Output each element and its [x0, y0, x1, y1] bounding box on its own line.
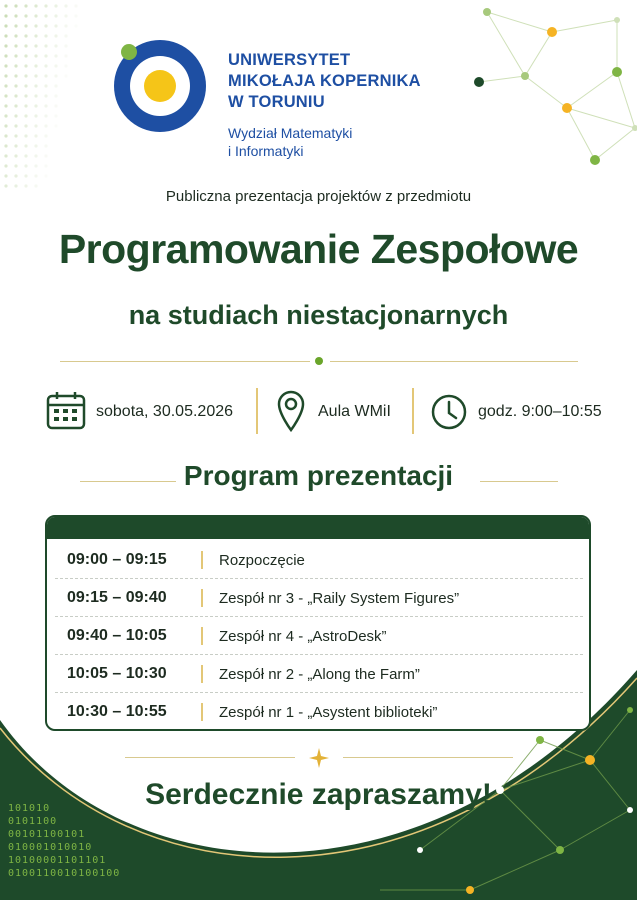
pattern-dot [74, 4, 77, 7]
intro-text: Publiczna prezentacja projektów z przedmiotu [165, 188, 472, 205]
dot-pattern-decoration [0, 0, 90, 190]
separator-line [125, 757, 295, 758]
pattern-dot [24, 104, 27, 107]
event-location: Aula WMiI [318, 403, 391, 420]
pattern-dot [4, 14, 7, 17]
pattern-dot [54, 124, 57, 127]
pattern-dot [34, 54, 37, 57]
binary-line: 10100001101101 [8, 855, 107, 866]
pattern-dot [34, 144, 37, 147]
schedule-item: Rozpoczęcie [219, 552, 305, 569]
pattern-dot [24, 74, 27, 77]
pattern-dot [64, 44, 67, 47]
faculty-name-line: i Informatyki [228, 143, 304, 159]
university-name-line: MIKOŁAJA KOPERNIKA [228, 72, 421, 90]
pattern-dot [24, 84, 27, 87]
pattern-dot [4, 104, 7, 107]
pattern-dot [44, 124, 47, 127]
pattern-dot [14, 164, 17, 167]
pattern-dot [14, 64, 17, 67]
event-time: godz. 9:00–10:55 [478, 403, 602, 420]
pattern-dot [34, 114, 37, 117]
clock-icon [430, 393, 468, 431]
pattern-dot [54, 94, 57, 97]
schedule-table [45, 515, 591, 731]
separator-line [480, 481, 558, 482]
pattern-dot [14, 34, 17, 37]
pattern-dot [44, 114, 47, 117]
pattern-dot [14, 114, 17, 117]
pattern-dot [4, 24, 7, 27]
pattern-dot [54, 84, 57, 87]
pattern-dot [34, 64, 37, 67]
pattern-dot [44, 164, 47, 167]
pattern-dot [44, 14, 47, 17]
pattern-dot [4, 74, 7, 77]
pattern-dot [4, 54, 7, 57]
row-divider [201, 589, 203, 607]
schedule-time: 09:00 – 09:15 [67, 551, 167, 568]
schedule-row [55, 541, 583, 579]
pattern-dot [54, 24, 57, 27]
pattern-dot [64, 64, 67, 67]
pattern-dot [44, 104, 47, 107]
schedule-row [55, 655, 583, 693]
pattern-dot [24, 14, 27, 17]
pattern-dot [44, 134, 47, 137]
pattern-dot [34, 164, 37, 167]
pattern-dot [4, 164, 7, 167]
pattern-dot [34, 84, 37, 87]
schedule-row [55, 617, 583, 655]
pattern-dot [44, 54, 47, 57]
pattern-dot [4, 174, 7, 177]
pattern-dot [24, 134, 27, 137]
pattern-dot [64, 4, 67, 7]
binary-line: 101010 [8, 803, 51, 814]
pattern-dot [44, 174, 47, 177]
pattern-dot [14, 124, 17, 127]
pattern-dot [24, 4, 27, 7]
pattern-dot [14, 24, 17, 27]
pattern-dot [44, 24, 47, 27]
pattern-dot [14, 4, 17, 7]
pattern-dot [24, 174, 27, 177]
schedule-header-bar [47, 517, 589, 539]
pattern-dot [44, 44, 47, 47]
pattern-dot [54, 44, 57, 47]
university-name [228, 50, 488, 113]
calendar-icon [46, 390, 86, 430]
pattern-dot [34, 104, 37, 107]
separator-line [330, 361, 578, 362]
pattern-dot [4, 134, 7, 137]
schedule-time: 10:05 – 10:30 [67, 665, 167, 682]
pattern-dot [44, 74, 47, 77]
pattern-dot [44, 34, 47, 37]
pattern-dot [74, 24, 77, 27]
university-name-line: UNIWERSYTET [228, 51, 351, 69]
binary-line: 0100110010100100 [8, 868, 121, 879]
pattern-dot [4, 34, 7, 37]
schedule-row [55, 693, 583, 731]
pattern-dot [54, 74, 57, 77]
pattern-dot [34, 124, 37, 127]
schedule-item: Zespół nr 1 - „Asystent biblioteki” [219, 704, 438, 721]
map-pin-icon [276, 390, 306, 432]
pattern-dot [34, 44, 37, 47]
pattern-dot [34, 74, 37, 77]
pattern-dot [34, 34, 37, 37]
separator-line [60, 361, 310, 362]
pattern-dot [54, 64, 57, 67]
pattern-dot [34, 174, 37, 177]
pattern-dot [64, 74, 67, 77]
pattern-dot [54, 104, 57, 107]
pattern-dot [4, 84, 7, 87]
binary-line: 0101100 [8, 816, 58, 827]
pattern-dot [24, 94, 27, 97]
binary-decoration [8, 802, 120, 880]
university-logo [112, 38, 208, 134]
pattern-dot [4, 4, 7, 7]
row-divider [201, 665, 203, 683]
info-divider [412, 388, 414, 434]
pattern-dot [24, 44, 27, 47]
pattern-dot [54, 54, 57, 57]
closing-text: Serdecznie zapraszamy! [145, 778, 492, 811]
schedule-row [55, 579, 583, 617]
pattern-dot [14, 44, 17, 47]
pattern-dot [14, 154, 17, 157]
sparkle-icon [309, 748, 329, 768]
pattern-dot [54, 4, 57, 7]
pattern-dot [4, 64, 7, 67]
row-divider [201, 703, 203, 721]
pattern-dot [44, 84, 47, 87]
pattern-dot [34, 134, 37, 137]
schedule-item: Zespół nr 3 - „Raily System Figures” [219, 590, 460, 607]
pattern-dot [14, 14, 17, 17]
pattern-dot [14, 74, 17, 77]
binary-line: 00101100101 [8, 829, 86, 840]
info-divider [256, 388, 258, 434]
pattern-dot [14, 174, 17, 177]
pattern-dot [64, 14, 67, 17]
separator-dot [315, 357, 323, 365]
pattern-dot [54, 34, 57, 37]
pattern-dot [54, 14, 57, 17]
schedule-time: 09:15 – 09:40 [67, 589, 167, 606]
pattern-dot [4, 114, 7, 117]
event-date: sobota, 30.05.2026 [96, 403, 234, 420]
pattern-dot [24, 154, 27, 157]
program-heading: Program prezentacji [183, 460, 454, 491]
pattern-dot [14, 104, 17, 107]
university-name-line: W TORUNIU [228, 93, 325, 111]
pattern-dot [14, 54, 17, 57]
schedule-item: Zespół nr 4 - „AstroDesk” [219, 628, 387, 645]
pattern-dot [14, 144, 17, 147]
pattern-dot [24, 144, 27, 147]
pattern-dot [44, 4, 47, 7]
pattern-dot [74, 14, 77, 17]
binary-line: 010001010010 [8, 842, 93, 853]
separator-line [343, 757, 513, 758]
pattern-dot [64, 34, 67, 37]
pattern-dot [44, 64, 47, 67]
page-title: Programowanie Zespołowe [58, 226, 579, 272]
faculty-name-line: Wydział Matematyki [228, 125, 353, 141]
pattern-dot [24, 54, 27, 57]
pattern-dot [34, 94, 37, 97]
pattern-dot [44, 94, 47, 97]
pattern-dot [14, 94, 17, 97]
row-divider [201, 551, 203, 569]
pattern-dot [24, 64, 27, 67]
pattern-dot [14, 134, 17, 137]
pattern-dot [4, 44, 7, 47]
pattern-dot [34, 154, 37, 157]
pattern-dot [4, 124, 7, 127]
schedule-time: 09:40 – 10:05 [67, 627, 167, 644]
pattern-dot [54, 114, 57, 117]
network-decoration-top [467, 0, 637, 175]
pattern-dot [14, 84, 17, 87]
pattern-dot [34, 24, 37, 27]
pattern-dot [4, 154, 7, 157]
pattern-dot [44, 144, 47, 147]
page-subtitle: na studiach niestacjonarnych [128, 300, 509, 330]
pattern-dot [64, 54, 67, 57]
pattern-dot [24, 34, 27, 37]
pattern-dot [34, 14, 37, 17]
pattern-dot [34, 4, 37, 7]
pattern-dot [64, 24, 67, 27]
pattern-dot [24, 164, 27, 167]
pattern-dot [24, 114, 27, 117]
pattern-dot [24, 124, 27, 127]
pattern-dot [44, 154, 47, 157]
pattern-dot [4, 144, 7, 147]
schedule-item: Zespół nr 2 - „Along the Farm” [219, 666, 420, 683]
pattern-dot [4, 94, 7, 97]
faculty-name [228, 124, 428, 160]
row-divider [201, 627, 203, 645]
pattern-dot [24, 24, 27, 27]
schedule-time: 10:30 – 10:55 [67, 703, 167, 720]
